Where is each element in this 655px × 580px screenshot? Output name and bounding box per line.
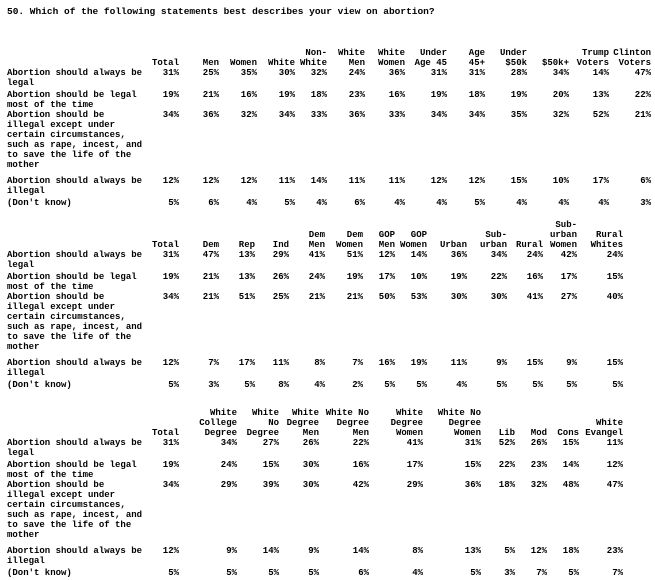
table-cell: 25% [202, 68, 219, 78]
table-cell: 19% [162, 272, 179, 282]
table-cell: 30% [302, 480, 319, 490]
table-cell: 5% [384, 380, 395, 390]
table-cell: 16% [526, 272, 543, 282]
table-cell: 24% [606, 250, 623, 260]
table-cell: 21% [202, 292, 219, 302]
column-header: White [267, 58, 295, 68]
column-header: Cons [557, 428, 579, 438]
column-header: White Women [377, 48, 405, 68]
table-cell: 25% [272, 292, 289, 302]
table-cell: 15% [606, 358, 623, 368]
row-label: Abortion should always be legal [7, 68, 143, 88]
column-header: White Men [337, 48, 365, 68]
row-label: Abortion should be legal most of the time [7, 272, 137, 292]
table-cell: 33% [310, 110, 327, 120]
table-cell: 4% [516, 198, 527, 208]
table-cell: 5% [226, 568, 237, 578]
table-cell: 3% [504, 568, 515, 578]
table-cell: 21% [202, 272, 219, 282]
column-header: Under $50k [499, 48, 527, 68]
table-cell: 15% [526, 358, 543, 368]
column-header: GOP Men [378, 230, 395, 250]
table-cell: 30% [490, 292, 507, 302]
table-cell: 4% [412, 568, 423, 578]
table-cell: 14% [410, 250, 427, 260]
table-cell: 8% [278, 380, 289, 390]
table-row [7, 110, 653, 176]
table-cell: 7% [612, 568, 623, 578]
table-cell: 22% [352, 438, 369, 448]
table-cell: 5% [244, 380, 255, 390]
column-header: Mod [530, 428, 547, 438]
column-header: GOP Women [399, 230, 427, 250]
table-cell: 50% [378, 292, 395, 302]
table-cell: 5% [470, 568, 481, 578]
table-cell: 17% [592, 176, 609, 186]
table-cell: 18% [468, 90, 485, 100]
table-cell: 16% [378, 358, 395, 368]
table-cell: 5% [284, 198, 295, 208]
table-cell: 12% [202, 176, 219, 186]
table-cell: 48% [562, 480, 579, 490]
table-cell: 5% [268, 568, 279, 578]
column-header: Dem [202, 240, 219, 250]
table-cell: 12% [162, 176, 179, 186]
table-cell: 30% [302, 460, 319, 470]
column-header: Ind [272, 240, 289, 250]
table-cell: 17% [406, 460, 423, 470]
table-cell: 5% [416, 380, 427, 390]
table-cell: 5% [168, 380, 179, 390]
table-cell: 26% [530, 438, 547, 448]
table-cell: 30% [278, 68, 295, 78]
table-cell: 30% [450, 292, 467, 302]
table-cell: 5% [168, 568, 179, 578]
table-cell: 14% [352, 546, 369, 556]
question-title: 50. Which of the following statements best describes your view on abortion? [7, 6, 435, 17]
row-label: Abortion should always be legal [7, 250, 143, 270]
table-cell: 17% [560, 272, 577, 282]
table-cell: 17% [378, 272, 395, 282]
table-cell: 5% [568, 568, 579, 578]
table-cell: 11% [606, 438, 623, 448]
table-cell: 5% [496, 380, 507, 390]
table-cell: 19% [410, 358, 427, 368]
table-cell: 16% [352, 460, 369, 470]
table-cell: 34% [468, 110, 485, 120]
table-cell: 27% [262, 438, 279, 448]
table-cell: 18% [310, 90, 327, 100]
table-cell: 4% [598, 198, 609, 208]
table-cell: 18% [562, 546, 579, 556]
table-row [7, 272, 653, 292]
table-cell: 34% [220, 438, 237, 448]
row-label: Abortion should be legal most of the time [7, 90, 137, 110]
table-cell: 15% [464, 460, 481, 470]
column-header: White Evangel [585, 418, 623, 438]
table-cell: 32% [310, 68, 327, 78]
table-cell: 9% [226, 546, 237, 556]
table-cell: 51% [238, 292, 255, 302]
table-cell: 19% [346, 272, 363, 282]
table-cell: 19% [450, 272, 467, 282]
table-cell: 51% [346, 250, 363, 260]
table-cell: 12% [530, 546, 547, 556]
row-label: Abortion should be illegal except under certain circumstances, such as rape, incest, and to save the life of the mother [7, 480, 143, 540]
column-header: Rural [515, 240, 543, 250]
table-cell: 5% [474, 198, 485, 208]
column-header: Clinton Voters [613, 48, 651, 68]
table-cell: 24% [526, 250, 543, 260]
table-cell: 12% [606, 460, 623, 470]
table-cell: 28% [510, 68, 527, 78]
table-cell: 42% [352, 480, 369, 490]
table-cell: 42% [560, 250, 577, 260]
column-header: White College Degree [199, 408, 237, 438]
table-cell: 13% [464, 546, 481, 556]
table-cell: 32% [240, 110, 257, 120]
table-cell: 5% [532, 380, 543, 390]
table-cell: 19% [278, 90, 295, 100]
table-row [7, 546, 653, 568]
row-label: Abortion should be legal most of the time [7, 460, 137, 480]
table-cell: 21% [308, 292, 325, 302]
table-cell: 31% [162, 68, 179, 78]
table-row [7, 480, 653, 546]
table-row [7, 358, 653, 380]
column-header: Total [151, 58, 179, 68]
table-cell: 19% [510, 90, 527, 100]
column-header: Dem Men [308, 230, 325, 250]
column-header: Age 45+ [468, 48, 485, 68]
table-cell: 33% [388, 110, 405, 120]
table-cell: 36% [464, 480, 481, 490]
column-header: Sub- urban Women [549, 220, 577, 250]
table-row [7, 250, 653, 270]
table-cell: 41% [526, 292, 543, 302]
table-cell: 32% [552, 110, 569, 120]
table-cell: 41% [308, 250, 325, 260]
row-label: Abortion should always be illegal [7, 546, 143, 566]
table-cell: 12% [240, 176, 257, 186]
table-cell: 47% [634, 68, 651, 78]
table-cell: 35% [240, 68, 257, 78]
table-cell: 6% [358, 568, 369, 578]
table-cell: 24% [308, 272, 325, 282]
row-label: Abortion should always be illegal [7, 358, 143, 378]
table-cell: 11% [450, 358, 467, 368]
table-cell: 16% [240, 90, 257, 100]
table-cell: 5% [612, 380, 623, 390]
table-cell: 14% [562, 460, 579, 470]
table-cell: 15% [510, 176, 527, 186]
table-cell: 23% [530, 460, 547, 470]
table-cell: 52% [498, 438, 515, 448]
table-cell: 36% [450, 250, 467, 260]
table-cell: 12% [378, 250, 395, 260]
table-cell: 20% [552, 90, 569, 100]
column-header: Lib [498, 428, 515, 438]
column-header-row [7, 202, 653, 250]
table-cell: 22% [490, 272, 507, 282]
table-cell: 31% [468, 68, 485, 78]
column-header: Total [151, 240, 179, 250]
table-cell: 36% [388, 68, 405, 78]
table-row [7, 568, 653, 580]
row-label: Abortion should be illegal except under certain circumstances, such as rape, incest, and to save the life of the mother [7, 110, 143, 170]
table-cell: 8% [412, 546, 423, 556]
table-cell: 31% [162, 438, 179, 448]
table-cell: 47% [202, 250, 219, 260]
column-header: Sub- urban [479, 230, 507, 250]
table-cell: 29% [220, 480, 237, 490]
row-label: (Don't know) [7, 198, 72, 208]
table-cell: 15% [606, 272, 623, 282]
table-cell: 19% [162, 460, 179, 470]
table-cell: 6% [354, 198, 365, 208]
table-row [7, 68, 653, 88]
table-cell: 15% [262, 460, 279, 470]
table-cell: 5% [308, 568, 319, 578]
table-cell: 8% [314, 358, 325, 368]
table-cell: 7% [352, 358, 363, 368]
column-header: White No Degree Men [325, 408, 369, 438]
table-cell: 17% [238, 358, 255, 368]
column-header: White Degree Men [286, 408, 319, 438]
column-header: White Degree Women [390, 408, 423, 438]
column-header: Men [202, 58, 219, 68]
table-cell: 21% [346, 292, 363, 302]
table-cell: 34% [278, 110, 295, 120]
table-cell: 14% [592, 68, 609, 78]
table-cell: 34% [490, 250, 507, 260]
table-cell: 5% [566, 380, 577, 390]
column-header-row [7, 20, 653, 68]
table-cell: 19% [162, 90, 179, 100]
table-cell: 41% [406, 438, 423, 448]
column-header: Rep [238, 240, 255, 250]
table-cell: 18% [498, 480, 515, 490]
row-label: (Don't know) [7, 380, 72, 390]
table-cell: 31% [430, 68, 447, 78]
table-cell: 31% [464, 438, 481, 448]
table-cell: 31% [162, 250, 179, 260]
column-header: White No Degree [246, 408, 279, 438]
table-cell: 3% [208, 380, 219, 390]
table-cell: 6% [640, 176, 651, 186]
table-cell: 39% [262, 480, 279, 490]
table-cell: 2% [352, 380, 363, 390]
table-cell: 29% [272, 250, 289, 260]
table-cell: 12% [468, 176, 485, 186]
table-cell: 40% [606, 292, 623, 302]
column-header: Urban [439, 240, 467, 250]
table-cell: 26% [302, 438, 319, 448]
column-header: Women [229, 58, 257, 68]
table-cell: 16% [388, 90, 405, 100]
table-cell: 9% [308, 546, 319, 556]
table-cell: 27% [560, 292, 577, 302]
table-cell: 4% [316, 198, 327, 208]
table-cell: 15% [562, 438, 579, 448]
table-cell: 34% [162, 110, 179, 120]
column-header: Under Age 45 [414, 48, 447, 68]
table-row [7, 438, 653, 458]
table-cell: 24% [220, 460, 237, 470]
table-cell: 24% [348, 68, 365, 78]
table-cell: 23% [606, 546, 623, 556]
table-cell: 35% [510, 110, 527, 120]
table-cell: 52% [592, 110, 609, 120]
table-cell: 11% [278, 176, 295, 186]
table-cell: 53% [410, 292, 427, 302]
column-header-row [7, 390, 653, 438]
table-cell: 7% [208, 358, 219, 368]
column-header: Rural Whites [590, 230, 623, 250]
table-cell: 4% [246, 198, 257, 208]
table-cell: 4% [394, 198, 405, 208]
table-cell: 11% [348, 176, 365, 186]
table-cell: 13% [238, 250, 255, 260]
table-cell: 21% [634, 110, 651, 120]
row-label: Abortion should always be legal [7, 438, 143, 458]
table-row [7, 176, 653, 198]
table-cell: 4% [558, 198, 569, 208]
table-cell: 12% [162, 546, 179, 556]
table-cell: 34% [162, 480, 179, 490]
table-cell: 6% [208, 198, 219, 208]
table-cell: 34% [162, 292, 179, 302]
table-cell: 36% [348, 110, 365, 120]
table-cell: 3% [640, 198, 651, 208]
table-cell: 12% [430, 176, 447, 186]
table-cell: 14% [310, 176, 327, 186]
table-cell: 26% [272, 272, 289, 282]
table-cell: 36% [202, 110, 219, 120]
table-cell: 22% [634, 90, 651, 100]
column-header: $50k+ [541, 58, 569, 68]
table-cell: 29% [406, 480, 423, 490]
table-cell: 9% [496, 358, 507, 368]
table-cell: 4% [456, 380, 467, 390]
table-cell: 32% [530, 480, 547, 490]
table-cell: 12% [162, 358, 179, 368]
table-cell: 23% [348, 90, 365, 100]
column-header: Trump Voters [576, 48, 609, 68]
table-cell: 14% [262, 546, 279, 556]
table-cell: 10% [410, 272, 427, 282]
row-label: Abortion should be illegal except under certain circumstances, such as rape, incest, and to save the life of the mother [7, 292, 143, 352]
column-header: Dem Women [335, 230, 363, 250]
table-cell: 4% [436, 198, 447, 208]
row-label: Abortion should always be illegal [7, 176, 143, 196]
table-cell: 47% [606, 480, 623, 490]
table-cell: 34% [430, 110, 447, 120]
table-row [7, 90, 653, 110]
table-cell: 5% [168, 198, 179, 208]
table-cell: 11% [388, 176, 405, 186]
table-row [7, 292, 653, 358]
table-cell: 9% [566, 358, 577, 368]
table-cell: 11% [272, 358, 289, 368]
column-header: Total [151, 428, 179, 438]
table-cell: 19% [430, 90, 447, 100]
table-cell: 22% [498, 460, 515, 470]
table-cell: 21% [202, 90, 219, 100]
table-cell: 5% [504, 546, 515, 556]
column-header: White No Degree Women [437, 408, 481, 438]
table-cell: 7% [536, 568, 547, 578]
table-cell: 4% [314, 380, 325, 390]
table-row [7, 460, 653, 480]
table-cell: 34% [552, 68, 569, 78]
table-cell: 13% [238, 272, 255, 282]
row-label: (Don't know) [7, 568, 72, 578]
column-header: Non- White [299, 48, 327, 68]
table-cell: 10% [552, 176, 569, 186]
table-cell: 13% [592, 90, 609, 100]
